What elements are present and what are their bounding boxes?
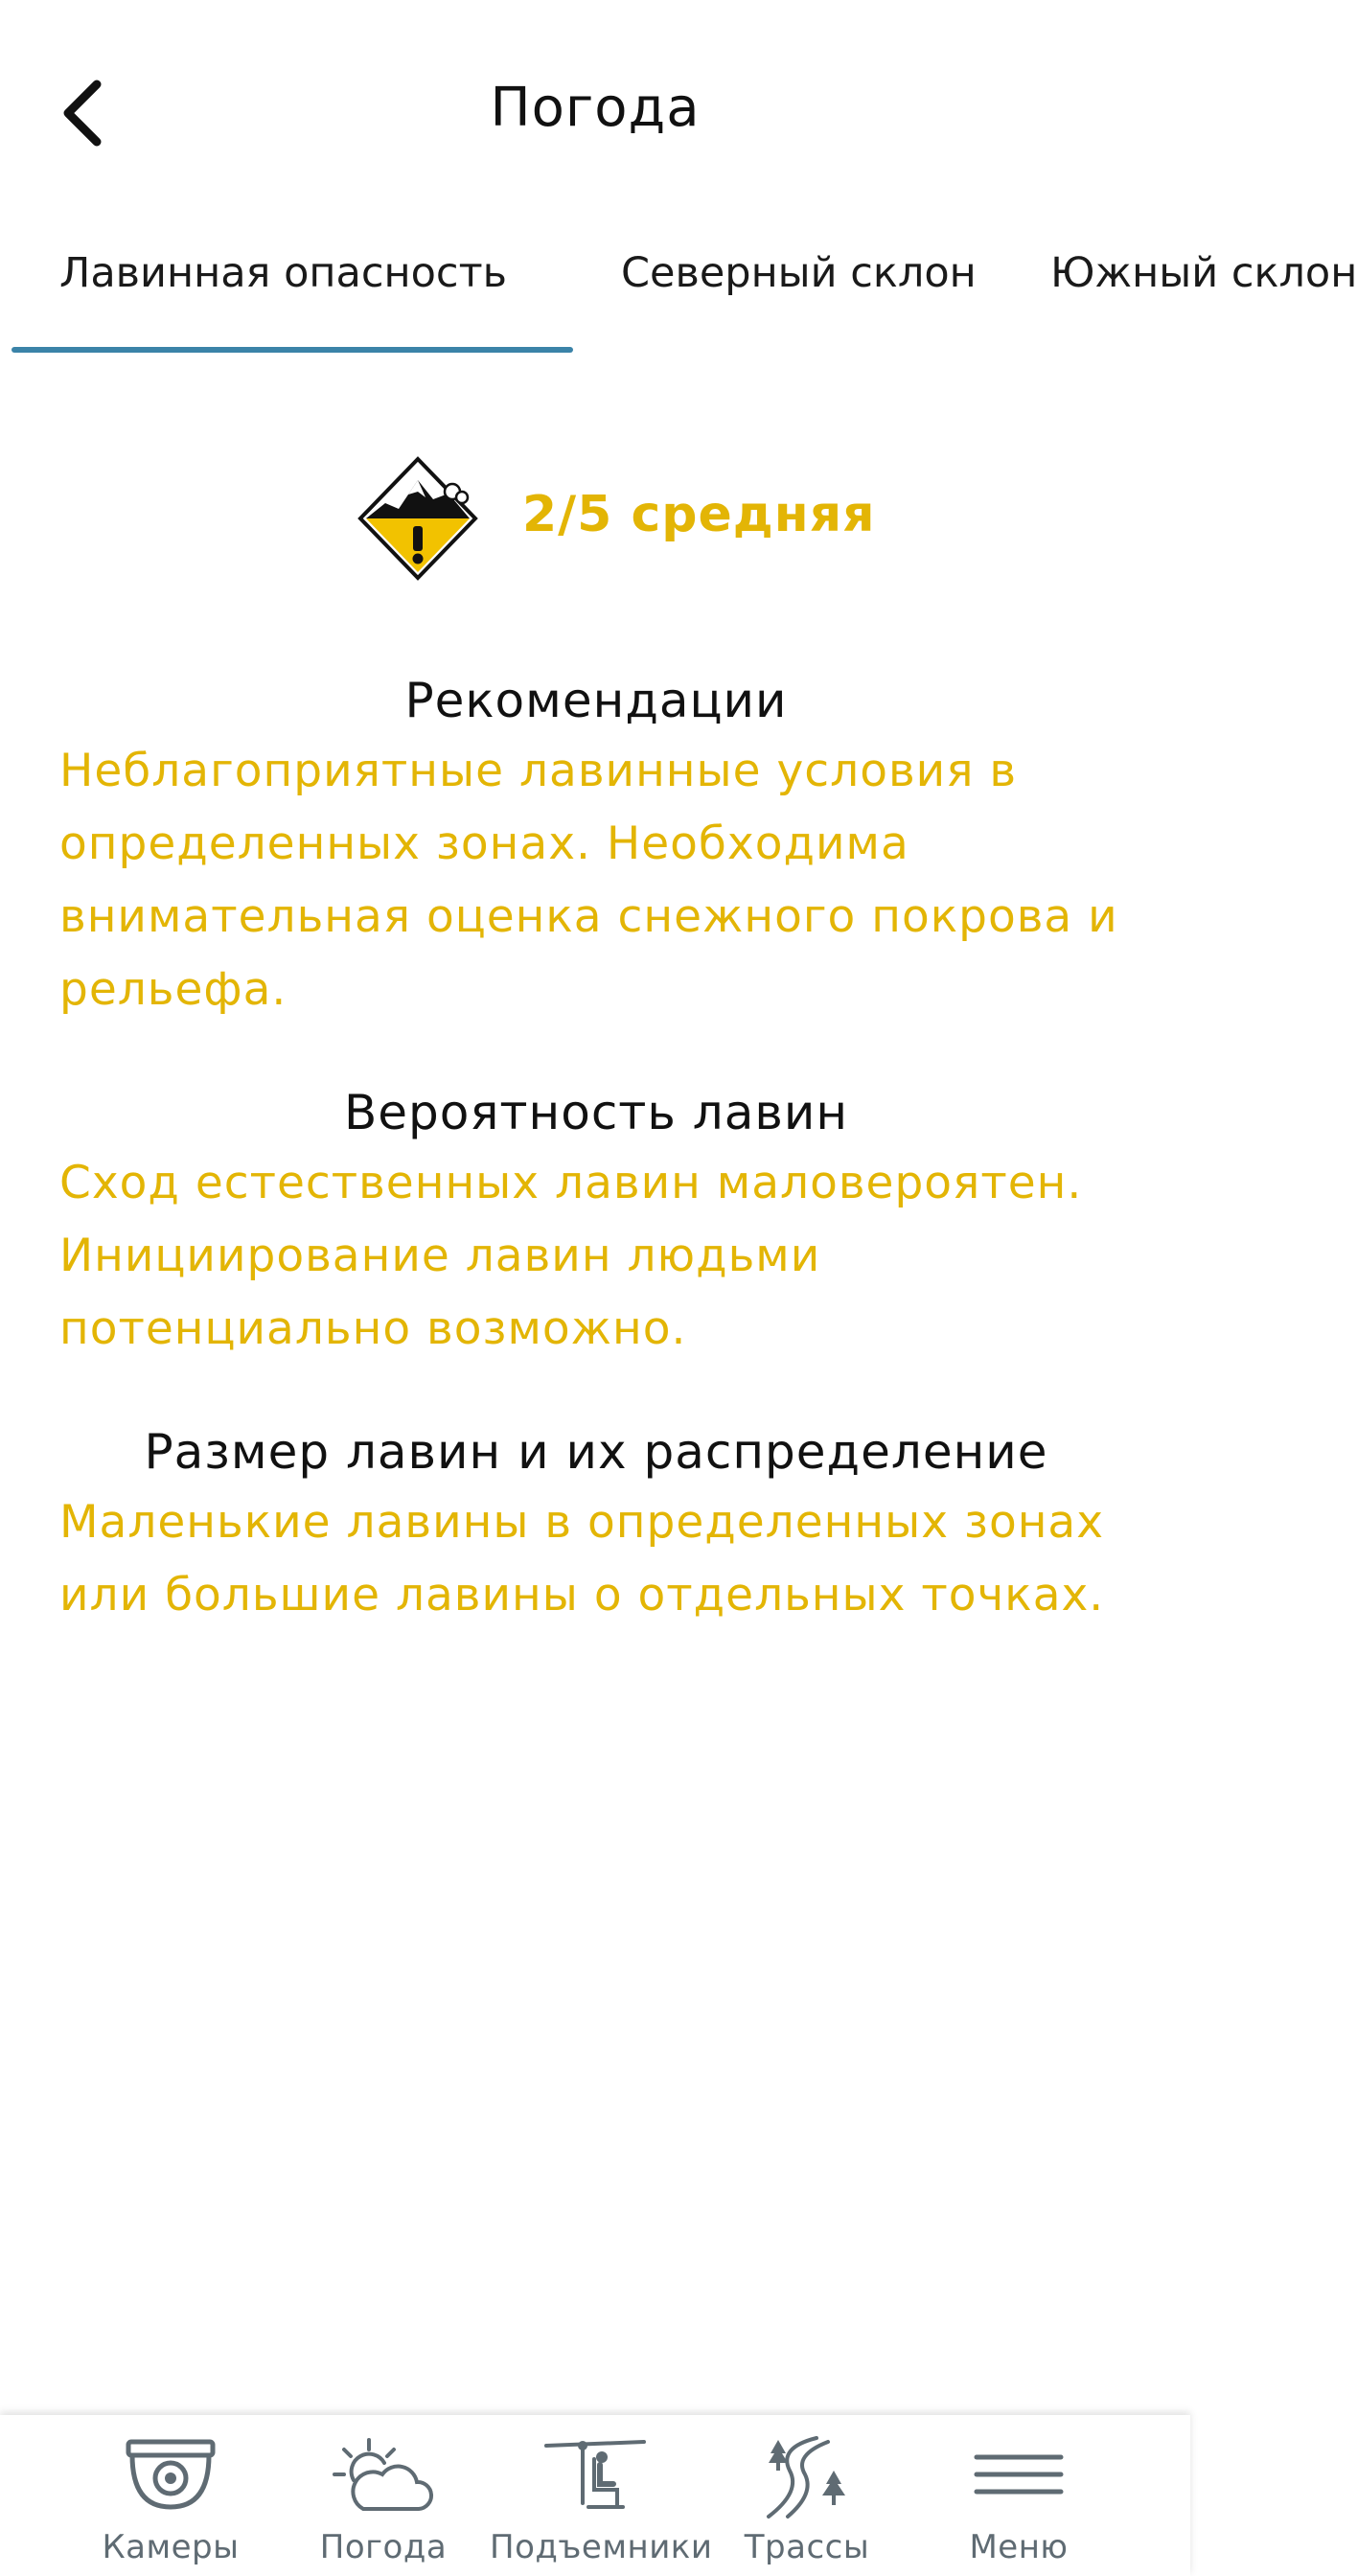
- header: [0, 0, 1190, 211]
- nav-label: Погода: [319, 2528, 448, 2566]
- lift-icon: [542, 2436, 648, 2515]
- danger-level-text: 2/5 средняя: [522, 486, 876, 543]
- section-probability: [59, 1078, 1133, 1366]
- avalanche-warning-icon: [356, 455, 479, 582]
- nav-item-cameras[interactable]: [65, 2415, 276, 2576]
- tab-north-slope[interactable]: Северный склон: [621, 249, 977, 297]
- section-body: Маленькие лавины в определенных зонах или большие лавины о отдельных точках.: [59, 1496, 1105, 1622]
- weather-icon: [331, 2436, 436, 2515]
- tab-south-slope[interactable]: Южный склон: [1050, 249, 1357, 297]
- nav-label: Меню: [969, 2528, 1069, 2566]
- section-title: Рекомендации: [404, 673, 788, 728]
- active-tab-indicator: [12, 347, 573, 353]
- nav-item-lifts[interactable]: [490, 2415, 713, 2576]
- danger-level-row: [0, 455, 1190, 585]
- tab-bar: [0, 240, 1357, 356]
- trails-icon: [759, 2436, 855, 2518]
- section-title: Вероятность лавин: [343, 1085, 849, 1140]
- nav-item-trails[interactable]: [702, 2415, 912, 2576]
- section-title: Размер лавин и их распределение: [144, 1424, 1048, 1480]
- section-recommendations: [59, 666, 1133, 1026]
- nav-label: Камеры: [102, 2528, 240, 2566]
- nav-item-weather[interactable]: [278, 2415, 489, 2576]
- menu-icon: [971, 2436, 1067, 2513]
- tab-avalanche-danger[interactable]: Лавинная опасность: [59, 249, 507, 297]
- nav-label: Трассы: [744, 2528, 870, 2566]
- camera-icon: [123, 2436, 218, 2513]
- section-size-distribution: [59, 1417, 1133, 1632]
- nav-label: Подъемники: [490, 2528, 713, 2566]
- nav-item-menu[interactable]: [913, 2415, 1124, 2576]
- page-title: Погода: [490, 77, 701, 139]
- section-body: Неблагоприятные лавинные условия в определенных зонах. Необходима внимательная оценка снежного покрова и рельефа.: [59, 745, 1118, 1016]
- section-body: Сход естественных лавин маловероятен. Инициирование лавин людьми потенциально возможно.: [59, 1157, 1083, 1355]
- bottom-navigation: [0, 2415, 1190, 2576]
